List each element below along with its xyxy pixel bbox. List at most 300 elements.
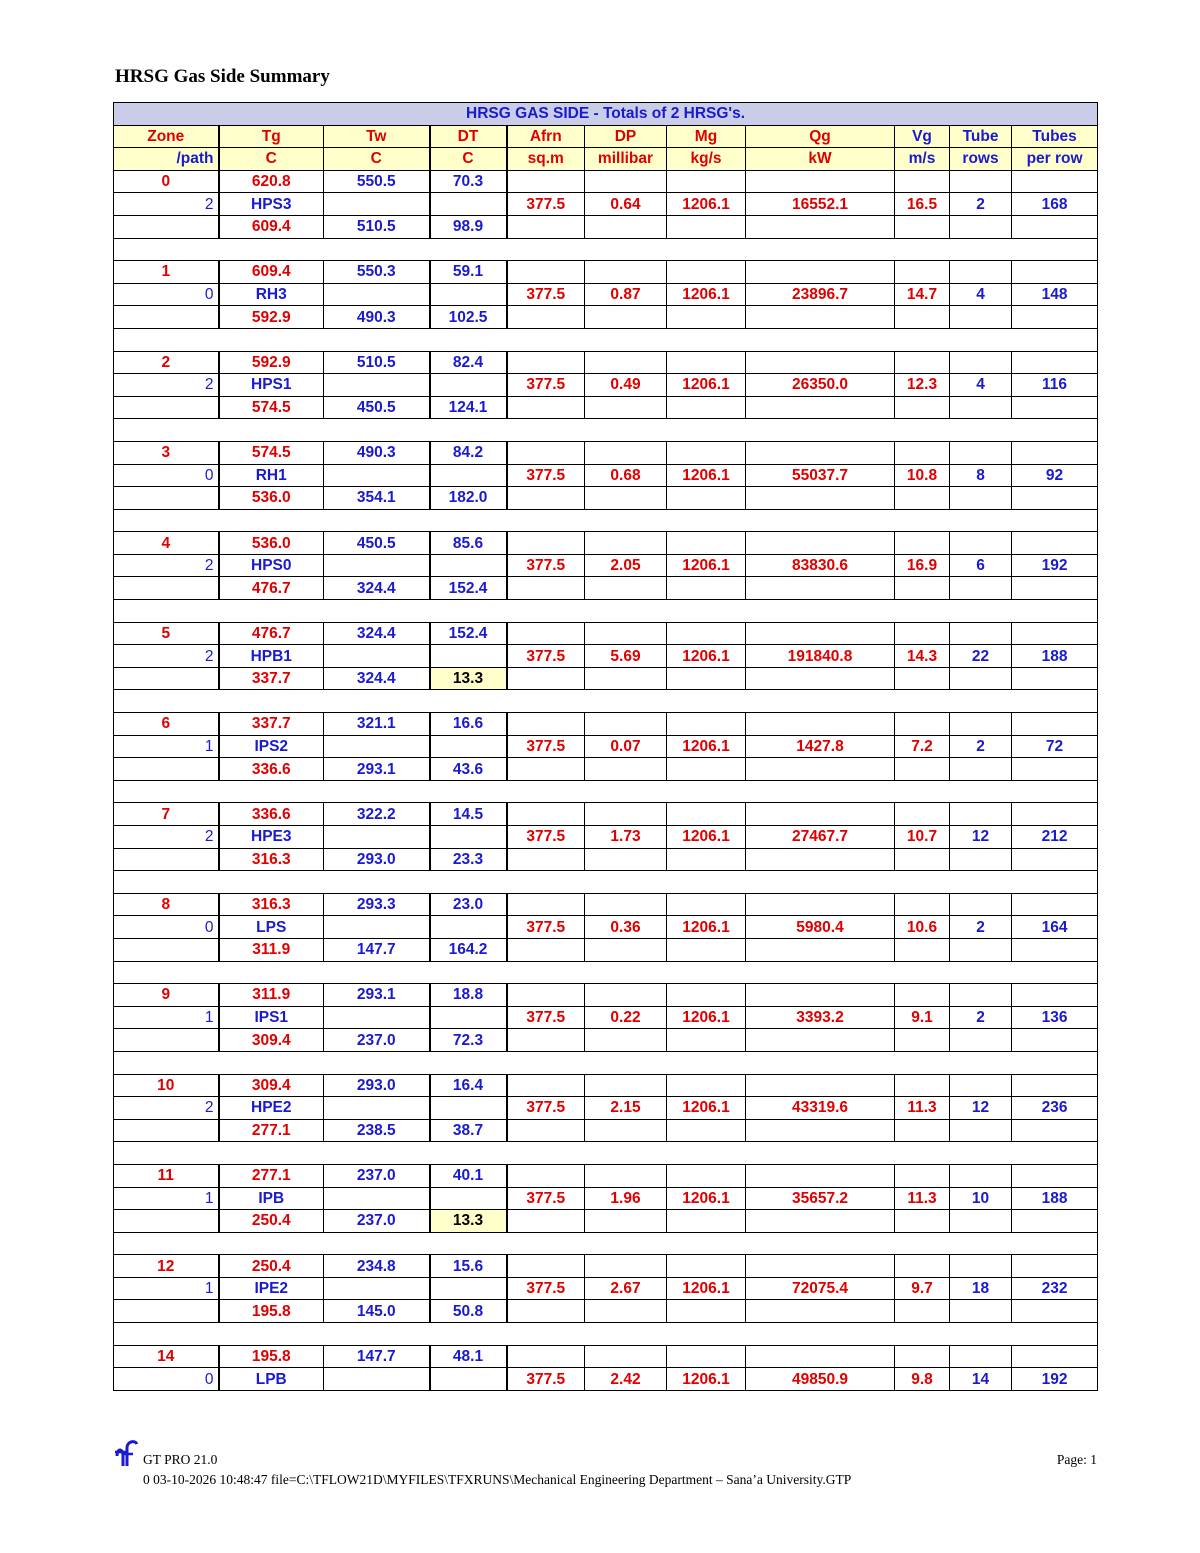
empty-cell [1012, 487, 1098, 510]
component-name: HPB1 [219, 645, 324, 668]
empty-cell [746, 215, 895, 238]
empty-cell [114, 1210, 219, 1233]
zone-inlet-row [114, 351, 1098, 374]
path-count: 2 [114, 645, 219, 668]
header-2: Tw [324, 125, 430, 148]
zone-outlet-row [114, 487, 1098, 510]
empty-cell [895, 1029, 950, 1052]
qg-value: 43319.6 [746, 1097, 895, 1120]
empty-cell [324, 1097, 430, 1120]
empty-cell [430, 1006, 507, 1029]
empty-cell [746, 1074, 895, 1097]
mg-value: 1206.1 [667, 916, 746, 939]
empty-cell [1012, 306, 1098, 329]
component-name: IPE2 [219, 1277, 324, 1300]
empty-cell [324, 193, 430, 216]
empty-cell [746, 441, 895, 464]
empty-cell [507, 1074, 585, 1097]
header-row-units [114, 148, 1098, 171]
tg-inlet: 337.7 [219, 713, 324, 736]
vg-value: 12.3 [895, 374, 950, 397]
empty-cell [430, 554, 507, 577]
gt-version: GT PRO 21.0 [143, 1452, 218, 1467]
vg-value: 16.9 [895, 554, 950, 577]
dt-outlet: 13.3 [430, 1210, 507, 1233]
empty-cell [950, 1029, 1012, 1052]
empty-cell [895, 577, 950, 600]
empty-cell [507, 1164, 585, 1187]
vg-value: 9.8 [895, 1368, 950, 1391]
header-4: Afrn [507, 125, 585, 148]
empty-cell [507, 215, 585, 238]
path-count: 2 [114, 193, 219, 216]
empty-cell [324, 374, 430, 397]
empty-cell [1012, 441, 1098, 464]
afrn-value: 377.5 [507, 1097, 585, 1120]
empty-cell [585, 1300, 667, 1323]
path-count: 0 [114, 916, 219, 939]
tg-outlet: 476.7 [219, 577, 324, 600]
tubes-per-row-value: 116 [1012, 374, 1098, 397]
tg-inlet: 277.1 [219, 1164, 324, 1187]
empty-cell [895, 1255, 950, 1278]
banner-row [114, 103, 1098, 126]
empty-cell [950, 1300, 1012, 1323]
zone-data-row [114, 554, 1098, 577]
tw-inlet: 450.5 [324, 532, 430, 555]
empty-cell [507, 622, 585, 645]
vg-value: 9.1 [895, 1006, 950, 1029]
empty-cell [667, 1210, 746, 1233]
tg-inlet: 316.3 [219, 893, 324, 916]
zone-data-row [114, 193, 1098, 216]
dt-inlet: 59.1 [430, 261, 507, 284]
empty-cell [430, 916, 507, 939]
tf-logo-icon [113, 1438, 141, 1468]
empty-cell [667, 215, 746, 238]
zone-data-row [114, 826, 1098, 849]
empty-cell [667, 667, 746, 690]
empty-cell [950, 938, 1012, 961]
empty-cell [1012, 577, 1098, 600]
empty-cell [1012, 893, 1098, 916]
empty-cell [114, 487, 219, 510]
spacer-cell [114, 328, 1098, 351]
empty-cell [1012, 1119, 1098, 1142]
dp-value: 0.64 [585, 193, 667, 216]
tw-outlet: 354.1 [324, 487, 430, 510]
mg-value: 1206.1 [667, 1368, 746, 1391]
empty-cell [895, 622, 950, 645]
empty-cell [950, 1119, 1012, 1142]
dt-outlet: 164.2 [430, 938, 507, 961]
tube-rows-value: 2 [950, 735, 1012, 758]
empty-cell [895, 1164, 950, 1187]
dt-inlet: 40.1 [430, 1164, 507, 1187]
tg-inlet: 476.7 [219, 622, 324, 645]
empty-cell [950, 1255, 1012, 1278]
spacer-cell [114, 871, 1098, 894]
empty-cell [1012, 1029, 1098, 1052]
component-name: IPB [219, 1187, 324, 1210]
tg-outlet: 536.0 [219, 487, 324, 510]
empty-cell [114, 758, 219, 781]
dt-outlet: 43.6 [430, 758, 507, 781]
component-name: RH1 [219, 464, 324, 487]
tw-outlet: 490.3 [324, 306, 430, 329]
empty-cell [507, 938, 585, 961]
mg-value: 1206.1 [667, 826, 746, 849]
empty-cell [1012, 215, 1098, 238]
tw-outlet: 450.5 [324, 396, 430, 419]
empty-cell [324, 916, 430, 939]
empty-cell [1012, 1210, 1098, 1233]
spacer-row [114, 600, 1098, 623]
empty-cell [507, 396, 585, 419]
path-count: 1 [114, 1277, 219, 1300]
empty-cell [746, 1345, 895, 1368]
empty-cell [585, 396, 667, 419]
empty-cell [746, 1164, 895, 1187]
qg-value: 16552.1 [746, 193, 895, 216]
empty-cell [585, 758, 667, 781]
empty-cell [1012, 938, 1098, 961]
empty-cell [950, 396, 1012, 419]
tubes-per-row-value: 188 [1012, 1187, 1098, 1210]
empty-cell [667, 1119, 746, 1142]
empty-cell [585, 1119, 667, 1142]
afrn-value: 377.5 [507, 916, 585, 939]
empty-cell [667, 261, 746, 284]
zone-inlet-row [114, 1164, 1098, 1187]
tg-outlet: 574.5 [219, 396, 324, 419]
tw-inlet: 490.3 [324, 441, 430, 464]
zone-number: 6 [114, 713, 219, 736]
zone-outlet-row [114, 577, 1098, 600]
empty-cell [950, 351, 1012, 374]
tw-inlet: 293.0 [324, 1074, 430, 1097]
empty-cell [507, 261, 585, 284]
component-name: HPE3 [219, 826, 324, 849]
zone-outlet-row [114, 306, 1098, 329]
empty-cell [950, 1210, 1012, 1233]
empty-cell [895, 261, 950, 284]
empty-cell [507, 1119, 585, 1142]
zone-outlet-row [114, 758, 1098, 781]
empty-cell [430, 1277, 507, 1300]
tubes-per-row-value: 236 [1012, 1097, 1098, 1120]
empty-cell [667, 803, 746, 826]
zone-number: 12 [114, 1255, 219, 1278]
unit-2: C [324, 148, 430, 171]
empty-cell [507, 1255, 585, 1278]
empty-cell [895, 532, 950, 555]
empty-cell [746, 577, 895, 600]
empty-cell [950, 261, 1012, 284]
header-3: DT [430, 125, 507, 148]
empty-cell [507, 984, 585, 1007]
tube-rows-value: 10 [950, 1187, 1012, 1210]
empty-cell [895, 848, 950, 871]
zone-outlet-row [114, 1300, 1098, 1323]
zone-outlet-row [114, 938, 1098, 961]
zone-number: 3 [114, 441, 219, 464]
tw-inlet: 147.7 [324, 1345, 430, 1368]
tg-inlet: 536.0 [219, 532, 324, 555]
empty-cell [667, 306, 746, 329]
unit-9: rows [950, 148, 1012, 171]
tg-inlet: 620.8 [219, 170, 324, 193]
empty-cell [667, 487, 746, 510]
dp-value: 0.49 [585, 374, 667, 397]
empty-cell [895, 170, 950, 193]
unit-5: millibar [585, 148, 667, 171]
empty-cell [324, 554, 430, 577]
empty-cell [746, 713, 895, 736]
empty-cell [507, 487, 585, 510]
tube-rows-value: 14 [950, 1368, 1012, 1391]
afrn-value: 377.5 [507, 554, 585, 577]
empty-cell [1012, 261, 1098, 284]
zone-outlet-row [114, 667, 1098, 690]
empty-cell [114, 396, 219, 419]
empty-cell [746, 396, 895, 419]
path-count: 2 [114, 826, 219, 849]
empty-cell [324, 735, 430, 758]
empty-cell [1012, 1074, 1098, 1097]
mg-value: 1206.1 [667, 554, 746, 577]
qg-value: 49850.9 [746, 1368, 895, 1391]
unit-4: sq.m [507, 148, 585, 171]
empty-cell [507, 1345, 585, 1368]
afrn-value: 377.5 [507, 1006, 585, 1029]
empty-cell [746, 170, 895, 193]
empty-cell [114, 1029, 219, 1052]
unit-3: C [430, 148, 507, 171]
zone-number: 10 [114, 1074, 219, 1097]
dp-value: 0.22 [585, 1006, 667, 1029]
empty-cell [507, 1300, 585, 1323]
spacer-row [114, 1323, 1098, 1346]
component-name: HPE2 [219, 1097, 324, 1120]
zone-outlet-row [114, 396, 1098, 419]
spacer-row [114, 238, 1098, 261]
empty-cell [746, 487, 895, 510]
header-7: Qg [746, 125, 895, 148]
path-count: 0 [114, 464, 219, 487]
zone-data-row [114, 374, 1098, 397]
tube-rows-value: 18 [950, 1277, 1012, 1300]
tube-rows-value: 2 [950, 1006, 1012, 1029]
empty-cell [507, 803, 585, 826]
zone-outlet-row [114, 1210, 1098, 1233]
tube-rows-value: 4 [950, 283, 1012, 306]
header-5: DP [585, 125, 667, 148]
empty-cell [585, 1074, 667, 1097]
tg-inlet: 195.8 [219, 1345, 324, 1368]
tw-outlet: 237.0 [324, 1210, 430, 1233]
empty-cell [585, 215, 667, 238]
spacer-cell [114, 509, 1098, 532]
header-6: Mg [667, 125, 746, 148]
empty-cell [746, 803, 895, 826]
empty-cell [667, 758, 746, 781]
mg-value: 1206.1 [667, 645, 746, 668]
empty-cell [507, 1210, 585, 1233]
mg-value: 1206.1 [667, 283, 746, 306]
mg-value: 1206.1 [667, 1097, 746, 1120]
tube-rows-value: 12 [950, 826, 1012, 849]
empty-cell [667, 441, 746, 464]
qg-value: 55037.7 [746, 464, 895, 487]
unit-6: kg/s [667, 148, 746, 171]
empty-cell [950, 215, 1012, 238]
page-footer [113, 1438, 1097, 1498]
empty-cell [585, 1255, 667, 1278]
tw-outlet: 293.0 [324, 848, 430, 871]
tg-outlet: 311.9 [219, 938, 324, 961]
empty-cell [585, 803, 667, 826]
empty-cell [114, 577, 219, 600]
tubes-per-row-value: 168 [1012, 193, 1098, 216]
empty-cell [895, 938, 950, 961]
qg-value: 26350.0 [746, 374, 895, 397]
empty-cell [430, 826, 507, 849]
unit-10: per row [1012, 148, 1098, 171]
path-count: 2 [114, 554, 219, 577]
empty-cell [585, 1029, 667, 1052]
zone-outlet-row [114, 1119, 1098, 1142]
component-name: LPB [219, 1368, 324, 1391]
unit-1: C [219, 148, 324, 171]
empty-cell [507, 893, 585, 916]
qg-value: 35657.2 [746, 1187, 895, 1210]
header-9: Tube [950, 125, 1012, 148]
empty-cell [507, 441, 585, 464]
tw-inlet: 324.4 [324, 622, 430, 645]
zone-data-row [114, 645, 1098, 668]
vg-value: 10.7 [895, 826, 950, 849]
empty-cell [114, 215, 219, 238]
empty-cell [1012, 532, 1098, 555]
dt-inlet: 16.4 [430, 1074, 507, 1097]
empty-cell [895, 984, 950, 1007]
zone-data-row [114, 1187, 1098, 1210]
vg-value: 11.3 [895, 1097, 950, 1120]
empty-cell [895, 306, 950, 329]
tg-outlet: 592.9 [219, 306, 324, 329]
tube-rows-value: 4 [950, 374, 1012, 397]
tg-inlet: 574.5 [219, 441, 324, 464]
spacer-cell [114, 1232, 1098, 1255]
empty-cell [895, 396, 950, 419]
qg-value: 72075.4 [746, 1277, 895, 1300]
empty-cell [324, 645, 430, 668]
tube-rows-value: 2 [950, 916, 1012, 939]
tg-inlet: 309.4 [219, 1074, 324, 1097]
empty-cell [746, 758, 895, 781]
empty-cell [507, 306, 585, 329]
empty-cell [324, 283, 430, 306]
dp-value: 0.07 [585, 735, 667, 758]
dt-inlet: 70.3 [430, 170, 507, 193]
empty-cell [746, 261, 895, 284]
empty-cell [895, 1119, 950, 1142]
file-path-line: 0 03-10-2026 10:48:47 file=C:\TFLOW21D\MYFILES\TFXRUNS\Mechanical Engineering Department – Sana’a University.GTP [143, 1472, 852, 1487]
empty-cell [585, 577, 667, 600]
dt-inlet: 18.8 [430, 984, 507, 1007]
dp-value: 1.96 [585, 1187, 667, 1210]
empty-cell [1012, 1300, 1098, 1323]
zone-inlet-row [114, 984, 1098, 1007]
tw-inlet: 550.3 [324, 261, 430, 284]
empty-cell [746, 622, 895, 645]
spacer-row [114, 961, 1098, 984]
empty-cell [950, 577, 1012, 600]
dp-value: 2.05 [585, 554, 667, 577]
header-row-names [114, 125, 1098, 148]
zone-outlet-row [114, 848, 1098, 871]
empty-cell [430, 374, 507, 397]
empty-cell [667, 1164, 746, 1187]
empty-cell [746, 1210, 895, 1233]
tube-rows-value: 2 [950, 193, 1012, 216]
spacer-cell [114, 238, 1098, 261]
header-1: Tg [219, 125, 324, 148]
mg-value: 1206.1 [667, 1277, 746, 1300]
tg-outlet: 609.4 [219, 215, 324, 238]
empty-cell [950, 893, 1012, 916]
empty-cell [430, 1097, 507, 1120]
mg-value: 1206.1 [667, 735, 746, 758]
tw-inlet: 321.1 [324, 713, 430, 736]
vg-value: 14.3 [895, 645, 950, 668]
spacer-row [114, 328, 1098, 351]
tw-outlet: 324.4 [324, 667, 430, 690]
tubes-per-row-value: 192 [1012, 1368, 1098, 1391]
zone-inlet-row [114, 261, 1098, 284]
qg-value: 83830.6 [746, 554, 895, 577]
empty-cell [507, 713, 585, 736]
tubes-per-row-value: 164 [1012, 916, 1098, 939]
empty-cell [324, 1187, 430, 1210]
afrn-value: 377.5 [507, 283, 585, 306]
empty-cell [895, 803, 950, 826]
zone-number: 9 [114, 984, 219, 1007]
dp-value: 2.15 [585, 1097, 667, 1120]
tubes-per-row-value: 136 [1012, 1006, 1098, 1029]
tg-outlet: 336.6 [219, 758, 324, 781]
tg-outlet: 309.4 [219, 1029, 324, 1052]
spacer-row [114, 1051, 1098, 1074]
tube-rows-value: 22 [950, 645, 1012, 668]
empty-cell [1012, 170, 1098, 193]
tubes-per-row-value: 148 [1012, 283, 1098, 306]
afrn-value: 377.5 [507, 735, 585, 758]
empty-cell [324, 1006, 430, 1029]
zone-number: 2 [114, 351, 219, 374]
mg-value: 1206.1 [667, 1006, 746, 1029]
tg-outlet: 250.4 [219, 1210, 324, 1233]
tg-inlet: 609.4 [219, 261, 324, 284]
empty-cell [507, 351, 585, 374]
tubes-per-row-value: 92 [1012, 464, 1098, 487]
empty-cell [585, 893, 667, 916]
tubes-per-row-value: 232 [1012, 1277, 1098, 1300]
dt-inlet: 23.0 [430, 893, 507, 916]
path-count: 1 [114, 1006, 219, 1029]
spacer-cell [114, 690, 1098, 713]
